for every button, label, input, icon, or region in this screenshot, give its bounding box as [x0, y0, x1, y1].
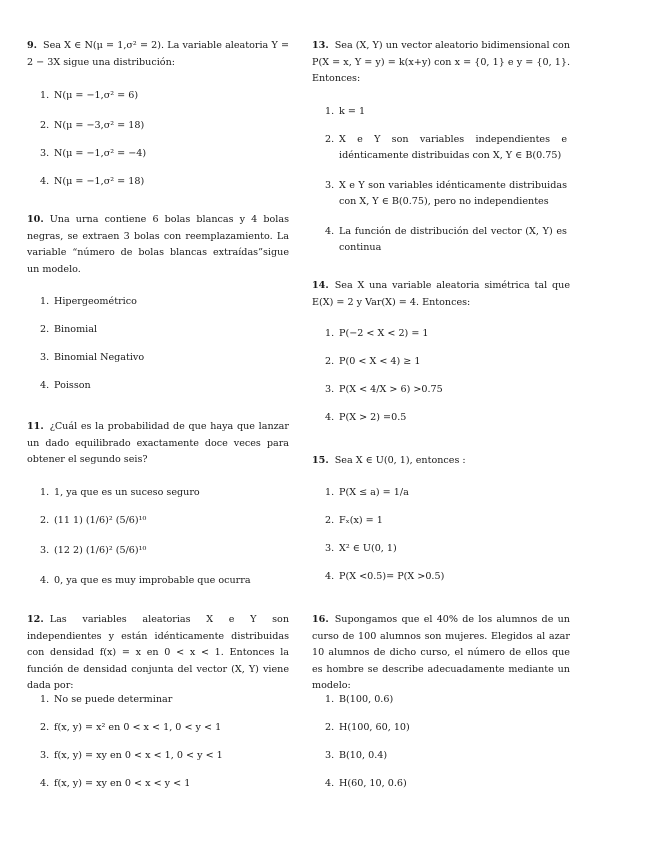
option-2: 2. N(μ = −3,σ² = 18) — [40, 120, 145, 131]
option-3: 3. (12 2) (1/6)² (5/6)¹⁰ — [40, 545, 147, 556]
option-4: 4. Poisson — [40, 380, 91, 391]
option-1: 1. P(X ≤ a) = 1/a — [325, 487, 409, 498]
option-2: 2. X e Y son variables independientes e idénticamente distribuidas con X, Y ∈ B(0.75) — [325, 134, 567, 161]
option-2: 2. f(x, y) = x² en 0 < x < 1, 0 < y < 1 — [40, 722, 222, 733]
question-stem: 14. Sea X una variable aleatoria simétrica tal que E(X) = 2 y Var(X) = 4. Entonces: — [312, 280, 570, 308]
question-15 — [312, 453, 570, 582]
question-stem: 13. Sea (X, Y) un vector aleatorio bidimensional con P(X = x, Y = y) = k(x+y) con x = {0, 1} e y = {0, 1}. Entonces: — [312, 40, 570, 84]
option-4: 4. H(60, 10, 0.6) — [325, 778, 407, 789]
option-3: 3. Binomial Negativo — [40, 352, 145, 363]
option-1: 1. P(−2 < X < 2) = 1 — [325, 328, 429, 339]
question-stem: 12. Las variables aleatorias X e Y son independientes y están idénticamente distribuidas con densidad f(x) = x en 0 < x < 1. Entonces la función de densidad conjunta del vector (X, Y) viene dada por: — [27, 614, 289, 691]
option-3: 3. N(μ = −1,σ² = −4) — [40, 148, 147, 159]
question-12 — [27, 612, 289, 789]
option-2: 2. H(100, 60, 10) — [325, 722, 410, 733]
option-4: 4. P(X > 2) =0.5 — [325, 412, 407, 423]
question-stem: 10. Una urna contiene 6 bolas blancas y 4 bolas negras, se extraen 3 bolas con reemplazamiento. La variable “número de bolas blancas extraídas”sigue un modelo. — [27, 214, 289, 275]
option-3: 3. X² ∈ U(0, 1) — [325, 543, 397, 554]
question-stem: 11. ¿Cuál es la probabilidad de que haya que lanzar un dado equilibrado exactamente doce veces para obtener el segundo seis? — [27, 421, 289, 465]
option-2: 2. (11 1) (1/6)² (5/6)¹⁰ — [40, 515, 147, 526]
question-stem: 15. Sea X ∈ U(0, 1), entonces : — [312, 455, 466, 466]
option-1: 1. B(100, 0.6) — [325, 694, 394, 705]
option-3: 3. X e Y son variables idénticamente distribuidas con X, Y ∈ B(0.75), pero no independientes — [325, 180, 567, 207]
option-2: 2. Binomial — [40, 324, 98, 335]
option-3: 3. P(X < 4/X > 6) >0.75 — [325, 384, 443, 395]
question-14 — [312, 278, 570, 423]
option-1: 1. No se puede determinar — [40, 694, 173, 705]
option-3: 3. f(x, y) = xy en 0 < x < 1, 0 < y < 1 — [40, 750, 223, 761]
option-3: 3. B(10, 0.4) — [325, 750, 388, 761]
option-4: 4. P(X <0.5)= P(X >0.5) — [325, 571, 445, 582]
option-4: 4. 0, ya que es muy improbable que ocurra — [40, 575, 251, 586]
question-9 — [27, 38, 289, 187]
question-stem: 16. Supongamos que el 40% de los alumnos de un curso de 100 alumnos son mujeres. Elegidos al azar 10 alumnos de dicho curso, el número de ellos que es hombre se describe adecuadamente mediante un modelo: — [312, 614, 570, 691]
option-1: 1. Hipergeométrico — [40, 296, 137, 307]
question-10 — [27, 212, 289, 391]
option-1: 1. N(μ = −1,σ² = 6) — [40, 90, 139, 101]
option-4: 4. N(μ = −1,σ² = 18) — [40, 176, 145, 187]
question-13 — [312, 38, 570, 253]
option-2: 2. P(0 < X < 4) ≥ 1 — [325, 356, 421, 367]
option-2: 2. Fₓ(x) = 1 — [325, 515, 383, 526]
option-4: 4. La función de distribución del vector (X, Y) es continua — [325, 226, 567, 253]
option-1: 1. k = 1 — [325, 106, 366, 117]
option-1: 1. 1, ya que es un suceso seguro — [40, 487, 200, 498]
question-stem: 9. Sea X ∈ N(μ = 1,σ² = 2). La variable aleatoria Y = 2 − 3X sigue una distribución: — [27, 40, 289, 68]
question-11 — [27, 419, 289, 586]
option-4: 4. f(x, y) = xy en 0 < x < y < 1 — [40, 778, 191, 789]
question-16 — [312, 612, 570, 789]
